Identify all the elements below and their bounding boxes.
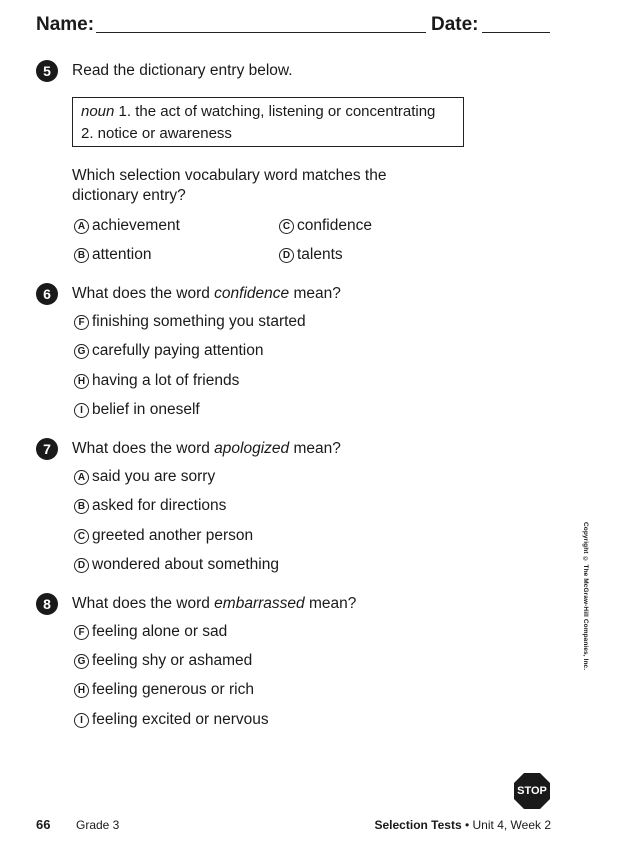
answer-bubble-icon: C — [74, 529, 89, 544]
question-7-prompt — [72, 439, 341, 459]
dictionary-def-1-text: 1. the act of watching, listening or concentrating — [114, 103, 436, 120]
dictionary-def-1 — [81, 101, 455, 123]
choice-6-F[interactable] — [74, 312, 306, 332]
date-field-line[interactable] — [482, 32, 550, 33]
test-name: Selection Tests — [374, 818, 462, 832]
answer-bubble-icon: A — [74, 470, 89, 485]
choice-text: feeling excited or nervous — [92, 711, 269, 728]
choice-text: achievement — [92, 217, 180, 234]
dictionary-pos: noun — [81, 103, 115, 120]
prompt-text: mean? — [289, 440, 341, 457]
question-5-number: 5 — [36, 60, 58, 82]
question-6-number: 6 — [36, 283, 58, 305]
choice-text: belief in oneself — [92, 401, 200, 418]
answer-bubble-icon: F — [74, 315, 89, 330]
choice-6-H[interactable] — [74, 371, 239, 391]
answer-bubble-icon: F — [74, 625, 89, 640]
prompt-vocab-word: confidence — [214, 285, 290, 302]
question-8-number: 8 — [36, 593, 58, 615]
choice-text: talents — [297, 246, 343, 263]
unit-week: Unit 4, Week 2 — [472, 818, 551, 832]
answer-bubble-icon: H — [74, 374, 89, 389]
prompt-text: What does the word — [72, 285, 215, 302]
choice-text: attention — [92, 246, 152, 263]
question-5-followup-1: Which selection vocabulary word matches the — [72, 167, 387, 184]
prompt-vocab-word: apologized — [214, 440, 290, 457]
choice-5-D[interactable] — [279, 245, 343, 265]
answer-bubble-icon: C — [279, 219, 294, 234]
dictionary-def-2: 2. notice or awareness — [81, 125, 232, 142]
prompt-text: What does the word — [72, 440, 215, 457]
choice-text: said you are sorry — [92, 468, 216, 485]
choice-text: confidence — [297, 217, 372, 234]
choice-5-C[interactable] — [279, 216, 372, 236]
prompt-vocab-word: embarrassed — [214, 595, 305, 612]
question-7-number: 7 — [36, 438, 58, 460]
choice-8-H[interactable] — [74, 680, 254, 700]
choice-8-G[interactable] — [74, 651, 252, 671]
choice-text: feeling alone or sad — [92, 623, 228, 640]
choice-7-A[interactable] — [74, 467, 215, 487]
answer-bubble-icon: B — [74, 499, 89, 514]
copyright-notice: Copyright © The McGraw-Hill Companies, Inc. — [582, 522, 589, 671]
dictionary-entry-box — [72, 97, 464, 147]
stop-label: STOP — [517, 785, 547, 797]
question-6-prompt — [72, 284, 341, 304]
name-field-line[interactable] — [96, 32, 426, 33]
page-number: 66 — [36, 817, 51, 832]
prompt-text: What does the word — [72, 595, 215, 612]
choice-text: carefully paying attention — [92, 342, 264, 359]
grade-label: Grade 3 — [76, 818, 120, 832]
answer-bubble-icon: G — [74, 654, 89, 669]
choice-7-D[interactable] — [74, 555, 279, 575]
answer-bubble-icon: G — [74, 344, 89, 359]
answer-bubble-icon: D — [279, 248, 294, 263]
answer-bubble-icon: I — [74, 713, 89, 728]
answer-bubble-icon: D — [74, 558, 89, 573]
question-5-prompt: Read the dictionary entry below. — [72, 62, 293, 79]
prompt-text: mean? — [289, 285, 341, 302]
choice-6-G[interactable] — [74, 341, 263, 361]
choice-7-B[interactable] — [74, 496, 226, 516]
choice-8-I[interactable] — [74, 710, 269, 730]
stop-sign — [513, 772, 551, 810]
footer-test-info — [375, 818, 552, 832]
answer-bubble-icon: H — [74, 683, 89, 698]
footer-separator: • — [461, 818, 473, 832]
choice-5-A[interactable] — [74, 216, 180, 236]
choice-8-F[interactable] — [74, 622, 227, 642]
choice-text: finishing something you started — [92, 313, 306, 330]
choice-text: feeling generous or rich — [92, 681, 254, 698]
choice-text: greeted another person — [92, 527, 254, 544]
question-5-followup-2: dictionary entry? — [72, 187, 186, 204]
choice-text: asked for directions — [92, 497, 227, 514]
choice-text: having a lot of friends — [92, 372, 240, 389]
prompt-text: mean? — [304, 595, 357, 612]
question-8-prompt — [72, 594, 356, 614]
choice-6-I[interactable] — [74, 400, 200, 420]
choice-text: wondered about something — [92, 556, 279, 573]
answer-bubble-icon: I — [74, 403, 89, 418]
answer-bubble-icon: A — [74, 219, 89, 234]
choice-5-B[interactable] — [74, 245, 151, 265]
name-label: Name: — [36, 14, 95, 35]
date-label: Date: — [431, 14, 479, 35]
choice-7-C[interactable] — [74, 526, 253, 546]
choice-text: feeling shy or ashamed — [92, 652, 253, 669]
answer-bubble-icon: B — [74, 248, 89, 263]
